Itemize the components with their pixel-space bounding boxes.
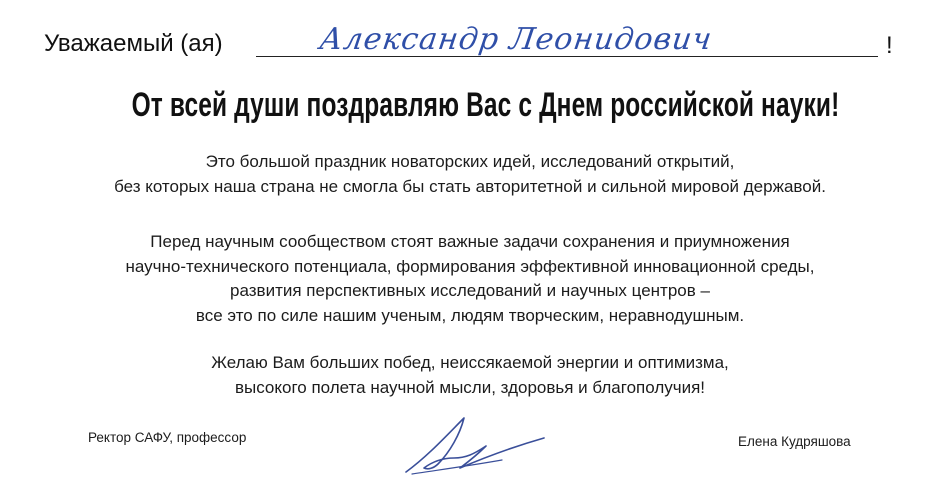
signer-name: Елена Кудряшова: [738, 434, 851, 449]
paragraph-line: развития перспективных исследований и научных центров –: [230, 281, 710, 300]
headline: От всей души поздравляю Вас с Днем российской науки!: [131, 86, 840, 124]
paragraph-2: [0, 230, 940, 328]
paragraph-line: Желаю Вам больших побед, неиссякаемой энергии и оптимизма,: [211, 353, 729, 372]
paragraph-line: все это по силе нашим ученым, людям творческим, неравнодушным.: [195, 305, 745, 325]
paragraph-1: [0, 150, 940, 199]
paragraph-3: [0, 351, 940, 400]
signer-position: Ректор САФУ, профессор: [88, 430, 247, 445]
paragraph-line: научно-технического потенциала, формирования эффективной инновационной среды,: [125, 256, 815, 276]
paragraph-line: без которых наша страна не смогла бы стать авторитетной и сильной мировой державой.: [114, 176, 826, 196]
paragraph-line: Это большой праздник новаторских идей, исследований открытий,: [205, 152, 735, 171]
greeting-exclamation: !: [886, 32, 893, 59]
paragraph-line: высокого полета научной мысли, здоровья и благополучия!: [234, 377, 706, 397]
greeting-row: [44, 22, 904, 66]
salutation: Уважаемый (ая): [44, 30, 223, 57]
signature-image: [398, 412, 548, 478]
recipient-name-handwritten: Александр Леонидович: [317, 22, 715, 57]
paragraph-line: Перед научным сообществом стоят важные задачи сохранения и приумножения: [150, 232, 790, 251]
